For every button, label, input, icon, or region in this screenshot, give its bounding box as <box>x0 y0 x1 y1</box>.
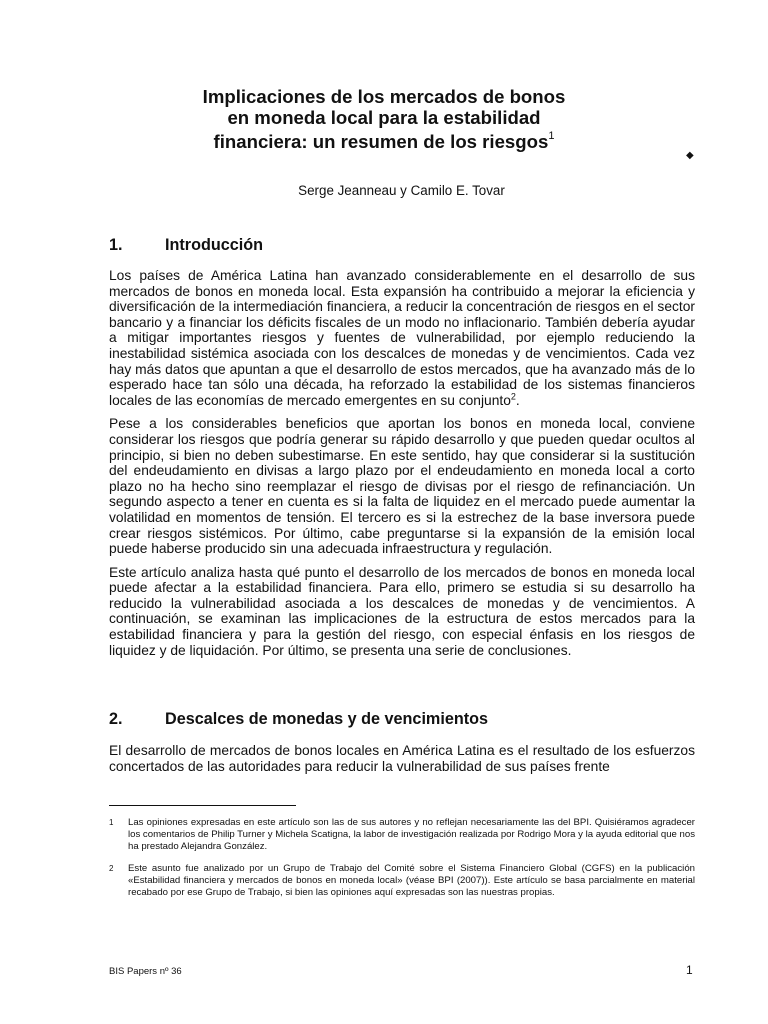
footer-publication: BIS Papers nº 36 <box>109 966 182 977</box>
footnote-text: Este asunto fue analizado por un Grupo de Trabajo del Comité sobre el Sistema Financiero Global (CGFS) en la publicación «Estabilidad financiera y mercados de bonos en moneda local» (véase BPI (2007)). Este artículo se basa parcialmente en material recabado por ese Grupo de Trabajo, si bien las opiniones aquí expresadas son las nuestras propias. <box>128 863 695 898</box>
authors: Serge Jeanneau y Camilo E. Tovar <box>298 183 505 198</box>
footnote-number: 2 <box>109 864 114 873</box>
section-1-body <box>109 268 695 666</box>
footnote-1 <box>109 817 695 853</box>
title-line-2: en moneda local para la estabilidad <box>227 107 541 128</box>
footnote-ref-2[interactable]: 2 <box>510 391 516 402</box>
footnote-text: Las opiniones expresadas en este artículo son las de sus autores y no reflejan necesariamente las del BPI. Quisiéramos agradecer los comentarios de Philip Turner y Michela Scatigna, la labor de investigación realizada por Rodrigo Mora y la ayuda editorial que nos ha prestado Alejandra González. <box>128 817 695 852</box>
footnote-2 <box>109 863 695 899</box>
section-1-title: Introducción <box>165 236 264 254</box>
section-1-paragraph-1: Los países de América Latina han avanzado considerablemente en el desarrollo de sus mercados de bonos en moneda local. Esta expansión ha contribuido a mejorar la eficiencia y diversificación de la intermediación financiera, a reducir la concentración de riesgos en el sector bancario y a financiar los déficits fiscales de un modo no inflacionario. También debería ayudar a mitigar importantes riesgos y fuentes de vulnerabilidad, por ejemplo reduciendo la inestabilidad sistémica asociada con los descalces de monedas y de vencimientos. Cada vez hay más datos que apuntan a que el desarrollo de estos mercados, que ha avanzado más de lo esperado hace tan sólo una década, ha reforzado la estabilidad de los sistemas financieros locales de las economías de mercado emergentes en su conjunto$^2$. <box>109 268 695 408</box>
section-1-number: 1. <box>109 236 123 254</box>
section-1-heading <box>109 236 263 255</box>
footnote-divider <box>109 805 296 806</box>
footnote-number: 1 <box>109 818 114 827</box>
title-footnote-ref[interactable]: 1 <box>548 130 555 142</box>
title-line-3: financiera: un resumen de los riesgos <box>213 131 549 153</box>
section-2-paragraph-1: El desarrollo de mercados de bonos locales en América Latina es el resultado de los esfuerzos concertados de las autoridades para reducir la vulnerabilidad de sus países frente <box>109 743 695 774</box>
section-2-title: Descalces de monedas y de vencimientos <box>165 710 488 728</box>
section-1-paragraph-3: Este artículo analiza hasta qué punto el desarrollo de los mercados de bonos en moneda local puede afectar a la estabilidad financiera. Para ello, primero se estudia si su desarrollo ha reducido la vulnerabilidad asociada a los descalces de monedas y de vencimientos. A continuación, se examinan las implicaciones de la estructura de estos mercados para la estabilidad financiera y para la gestión del riesgo, con especial énfasis en los riesgos de liquidez y de liquidación. Por último, se presenta una serie de conclusiones. <box>109 564 695 658</box>
section-2-body <box>109 743 695 782</box>
page-number: 1 <box>686 963 693 977</box>
section-2-heading <box>109 710 488 729</box>
diamond-mark-icon: ◆ <box>686 150 694 161</box>
section-1-paragraph-2: Pese a los considerables beneficios que aportan los bonos en moneda local, conviene considerar los riesgos que podría generar su rápido desarrollo y que pueden quedar ocultos al principio, si bien no deben subestimarse. En este sentido, hay que considerar si la sustitución del endeudamiento en divisas a largo plazo por el endeudamiento en moneda local a corto plazo no ha hecho sino reemplazar el riesgo de divisas por el riesgo de refinanciación. Un segundo aspecto a tener en cuenta es si la falta de liquidez en el mercado puede aumentar la volatilidad en momentos de tensión. El tercero es si la estrechez de la base inversora puede crear riesgos sistémicos. Por último, cabe preguntarse si la expansión de la emisión local puede haberse producido sin una adecuada infraestructura y regulación. <box>109 416 695 557</box>
title-line-1: Implicaciones de los mercados de bonos <box>202 86 566 107</box>
section-2-number: 2. <box>109 710 123 728</box>
article-title <box>0 86 768 152</box>
